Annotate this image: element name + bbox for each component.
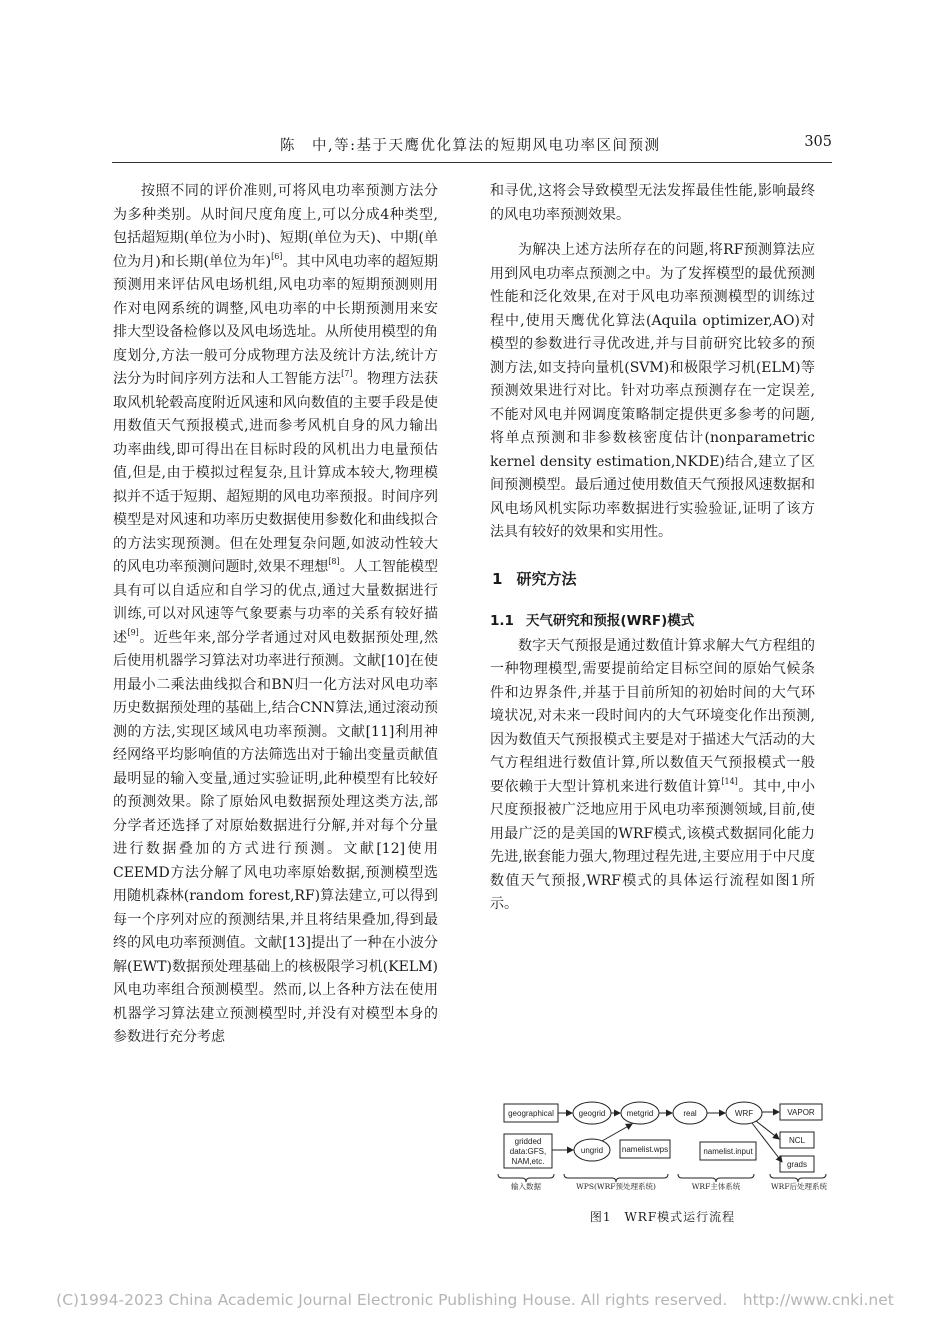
copyright-footer: (C)1994-2023 China Academic Journal Electronic Publishing House. All rights reserved. http://www.cnki.net bbox=[56, 1291, 894, 1309]
left-column bbox=[113, 180, 438, 1050]
brace-main bbox=[678, 1174, 754, 1182]
label-gridded-1: gridded bbox=[514, 1137, 542, 1146]
label-gridded-3: NAM,etc. bbox=[511, 1157, 545, 1166]
running-title: 陈 中,等:基于天鹰优化算法的短期风电功率区间预测 bbox=[280, 138, 661, 154]
label-namelist-wps: namelist.wps bbox=[621, 1145, 669, 1154]
intro-paragraph: 按照不同的评价准则,可将风电功率预测方法分为多种类别。从时间尺度角度上,可以分成4种类型,包括超短期(单位为小时)、短期(单位为天)、中期(单位为月)和长期(单位为年)[6]。其中风电功率的超短期预测用来评估风电场机组,风电功率的短期预测则用作对电网系统的调整,风电功率的中长期预测用来安排大型设备检修以及风电场选址。从所使用模型的角度划分,方法一般可分成物理方法及统计方法,统计方法分为时间序列方法和人工智能方法[7]。物理方法获取风机轮毂高度附近风速和风向数值的主要手段是使用数值天气预报模式,进而参考风机自身的风力输出功率曲线,即可得出在目标时段的风机出力电量预估值,但是,由于模拟过程复杂,且计算成本较大,物理模拟并不适于短期、超短期的风电功率预报。时间序列模型是对风速和功率历史数据使用参数化和曲线拟合的方法实现预测。但在处理复杂问题,如波动性较大的风电功率预测问题时,效果不理想[8]。人工智能模型具有可以自适应和自学习的优点,通过大量数据进行训练,可以对风速等气象要素与功率的关系有较好描述[9]。近些年来,部分学者通过对风电数据预处理,然后使用机器学习算法对功率进行预测。文献[10]在使用最小二乘法曲线拟合和BN归一化方法对风电功率历史数据预处理的基础上,结合CNN算法,通过滚动预测的方法,实现区域风电功率预测。文献[11]利用神经网络平均影响值的方法筛选出对于输出变量贡献值最明显的输入变量,通过实验证明,此种模型有比较好的预测效果。除了原始风电数据预处理这类方法,部分学者还选择了对原始数据进行分解,并对每个分量进行数据叠加的方式进行预测。文献[12]使用CEEMD方法分解了风电功率原始数据,预测模型选用随机森林(random forest,RF)算法建立,可以得到每一个序列对应的预测结果,并且将结果叠加,得到最终的风电功率预测值。文献[13]提出了一种在小波分解(EWT)数据预处理基础上的核极限学习机(KELM)风电功率组合预测模型。然而,以上各种方法在使用机器学习算法建立预测模型时,并没有对模型本身的参数进行充分考虑 bbox=[113, 183, 439, 1045]
label-geogrid: geogrid bbox=[578, 1109, 606, 1118]
label-geographical: geographical bbox=[508, 1109, 554, 1118]
arrow-wrf-ncl bbox=[756, 1121, 779, 1139]
label-real: real bbox=[683, 1109, 697, 1118]
group-wps: WPS(WRF预处理系统) bbox=[576, 1182, 656, 1190]
continued-paragraph: 和寻优,这将会导致模型无法发挥最佳性能,影响最终的风电功率预测效果。 bbox=[490, 183, 815, 223]
label-ncl: NCL bbox=[788, 1136, 806, 1145]
citation-9: [9] bbox=[127, 627, 139, 637]
label-gridded-2: data:GFS, bbox=[509, 1147, 547, 1156]
citation-14: [14] bbox=[721, 776, 738, 786]
running-head bbox=[112, 134, 832, 158]
citation-8: [8] bbox=[328, 557, 340, 566]
label-wrf: WRF bbox=[734, 1109, 754, 1118]
section-heading-1: 1 研究方法 bbox=[492, 569, 577, 588]
brace-post bbox=[770, 1174, 826, 1182]
brace-wps bbox=[564, 1174, 668, 1182]
group-input: 输入数据 bbox=[511, 1182, 541, 1190]
section-heading-1-1: 1.1 天气研究和预报(WRF)模式 bbox=[490, 612, 695, 629]
label-ungrid: ungrid bbox=[580, 1146, 604, 1155]
figure-caption: 图1 WRF模式运行流程 bbox=[589, 1210, 736, 1224]
wrf-paragraph: 数字天气预报是通过数值计算求解大气方程组的一种物理模型,需要提前给定目标空间的原始气候条件和边界条件,并基于目前所知的初始时间的大气环境状况,对未来一段时间内的大气环境变化作出预测,因为数值天气预报模式主要是对于描述大气活动的大气方程组进行数值计算,所以数值天气预报模式一般要依赖于大型计算机来进行数值计算[14]。其中,中小尺度预报被广泛地应用于风电功率预测领域,目前,使用最广泛的是美国的WRF模式,该模式数据同化能力先进,嵌套能力强大,物理过程先进,主要应用于中尺度数值天气预报,WRF模式的具体运行流程如图1所示。 bbox=[490, 637, 816, 912]
group-post: WRF后处理系统 bbox=[770, 1182, 828, 1190]
wrf-flow-figure bbox=[490, 1090, 840, 1190]
citation-6: [6] bbox=[271, 251, 283, 261]
citation-7: [7] bbox=[341, 369, 353, 378]
right-column bbox=[490, 180, 815, 917]
label-namelist-input: namelist.input bbox=[703, 1147, 753, 1156]
method-paragraph: 为解决上述方法所存在的问题,将RF预测算法应用到风电功率点预测之中。为了发挥模型的最优预测性能和泛化效果,在对于风电功率预测模型的训练过程中,使用天鹰优化算法(Aquila optimizer,AO)对模型的参数进行寻优改进,并与目前研究比较多的预测方法,如支持向量机(SVM)和极限学习机(ELM)等预测效果进行对比。针对功率点预测存在一定误差,不能对风电并网调度策略制定提供更多参考的问题,将单点预测和非参数核密度估计(nonparametric kernel density estimation,NKDE)结合,建立了区间预测模型。最后通过使用数值天气预报风速数据和风电场风机实际功率数据进行实验验证,证明了该方法具有较好的效果和实用性。 bbox=[490, 242, 815, 540]
label-vapor: VAPOR bbox=[787, 1108, 815, 1117]
group-main: WRF主体系统 bbox=[691, 1182, 741, 1190]
brace-input bbox=[498, 1174, 554, 1182]
arrow-ungrid-metgrid bbox=[602, 1124, 632, 1141]
label-metgrid: metgrid bbox=[626, 1109, 654, 1118]
page-number: 305 bbox=[804, 134, 832, 150]
wrf-flow-diagram bbox=[490, 1090, 840, 1190]
header-rule bbox=[112, 162, 832, 163]
label-grads: grads bbox=[786, 1160, 808, 1169]
